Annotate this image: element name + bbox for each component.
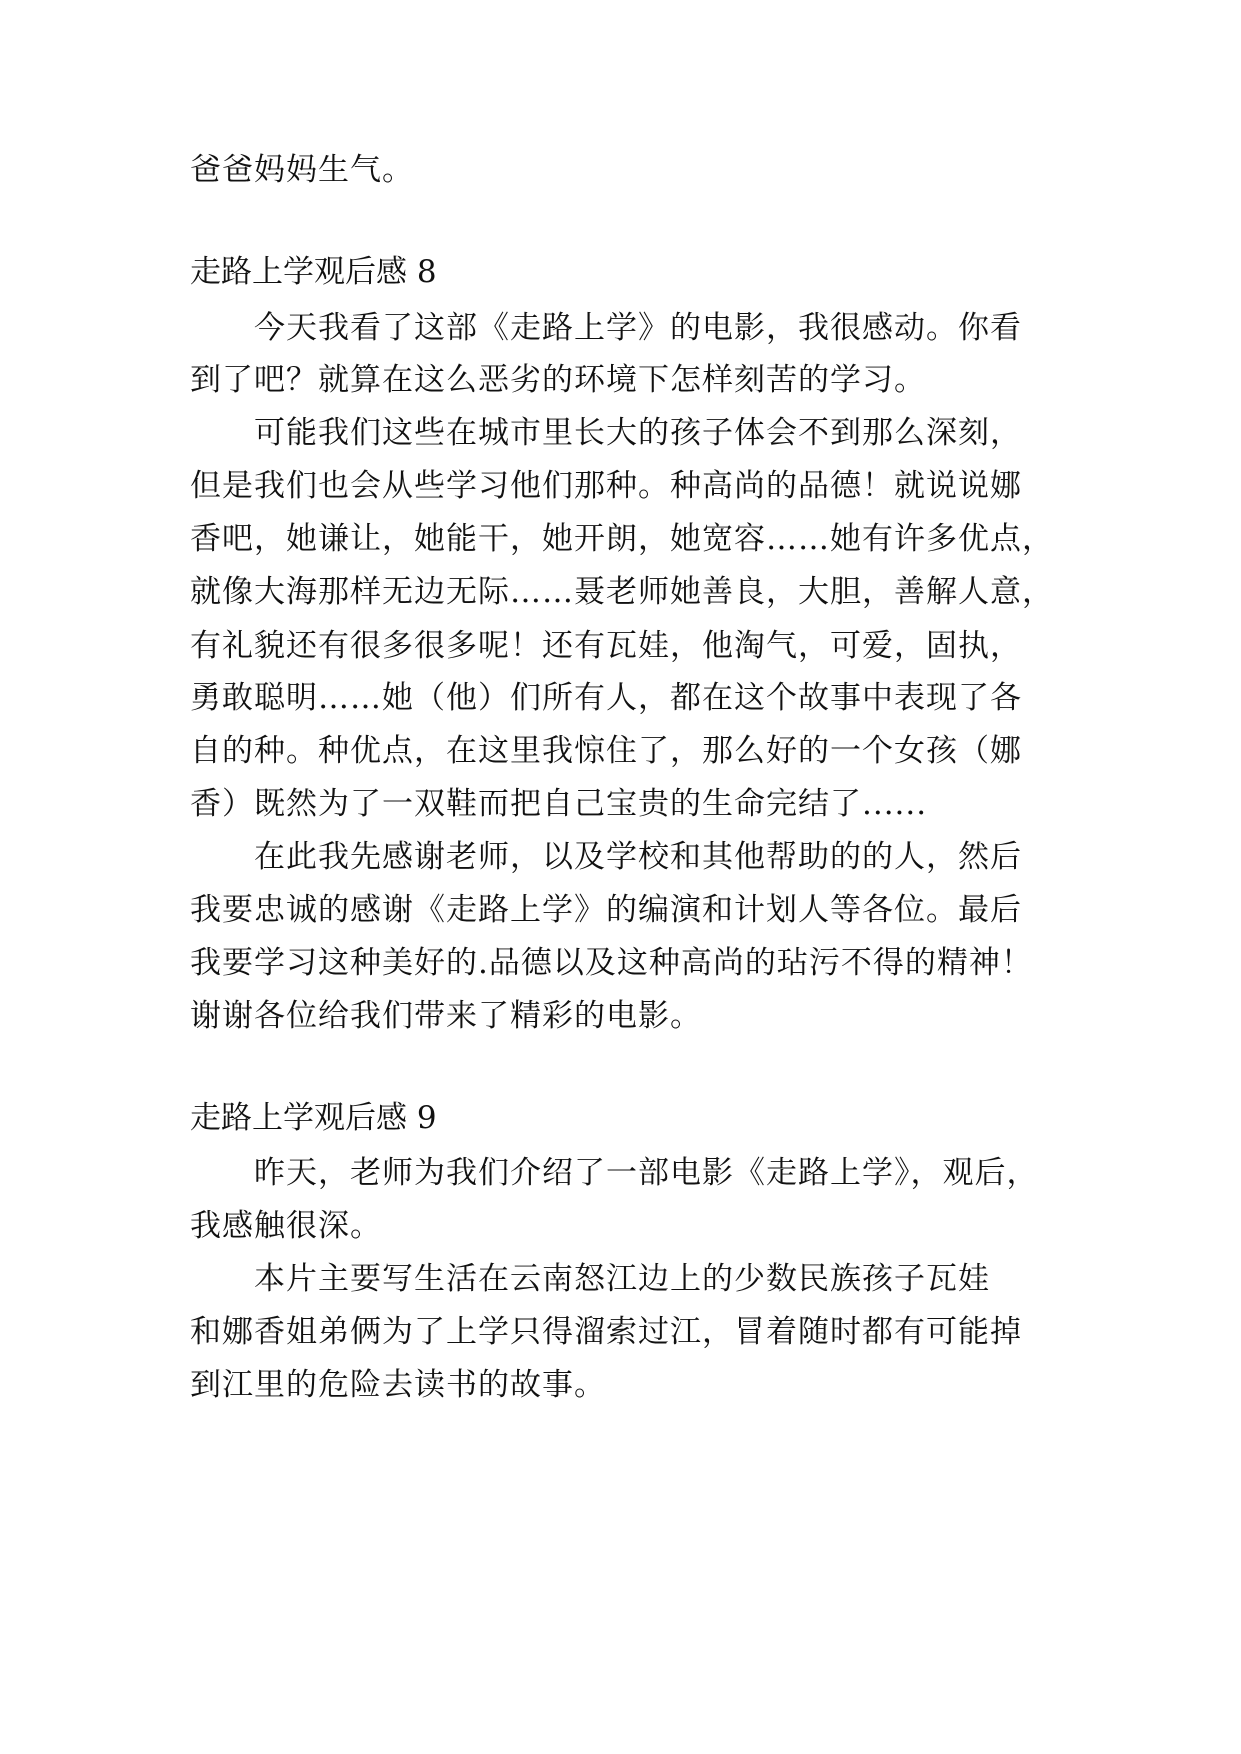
paragraph-line: 本片主要写生活在云南怒江边上的少数民族孩子瓦娃 <box>254 1261 990 1297</box>
paragraph-line: 香）既然为了一双鞋而把自己宝贵的生命完结了...... <box>190 786 928 822</box>
paragraph-line: 香吧，她谦让，她能干，她开朗，她宽容……她有许多优点， <box>190 521 1054 557</box>
paragraph-line: 到江里的危险去读书的故事。 <box>190 1367 606 1403</box>
paragraph-line: 有礼貌还有很多很多呢！还有瓦娃，他淘气，可爱，固执， <box>190 628 1022 664</box>
paragraph-line: 自的种。种优点，在这里我惊住了，那么好的一个女孩（娜 <box>190 733 1022 769</box>
paragraph-line: 和娜香姐弟俩为了上学只得溜索过江，冒着随时都有可能掉 <box>190 1314 1022 1350</box>
paragraph-line: 我要忠诚的感谢《走路上学》的编演和计划人等各位。最后 <box>190 892 1022 928</box>
paragraph-line: 可能我们这些在城市里长大的孩子体会不到那么深刻， <box>254 415 1022 451</box>
paragraph-line: 勇敢聪明……她（他）们所有人，都在这个故事中表现了各 <box>190 680 1022 716</box>
paragraph-line: 昨天，老师为我们介绍了一部电影《走路上学》，观后， <box>254 1155 1039 1191</box>
paragraph-line: 我要学习这种美好的.品德以及这种高尚的玷污不得的精神！ <box>190 945 1033 981</box>
paragraph-line: 但是我们也会从些学习他们那种。种高尚的品德！就说说娜 <box>190 468 1022 504</box>
paragraph-line: 谢谢各位给我们带来了精彩的电影。 <box>190 998 702 1034</box>
paragraph-line: 我感触很深。 <box>190 1208 382 1244</box>
paragraph-line: 在此我先感谢老师，以及学校和其他帮助的的人，然后 <box>254 839 1022 875</box>
paragraph-line: 就像大海那样无边无际……聂老师她善良，大胆，善解人意， <box>190 574 1054 610</box>
paragraph-line: 到了吧？就算在这么恶劣的环境下怎样刻苦的学习。 <box>190 362 926 398</box>
paragraph-continuation: 爸爸妈妈生气。 <box>190 152 414 188</box>
paragraph-line: 今天我看了这部《走路上学》的电影，我很感动。你看 <box>254 310 1022 346</box>
section-heading-9: 走路上学观后感 9 <box>190 1100 437 1136</box>
section-heading-8: 走路上学观后感 8 <box>190 254 437 290</box>
